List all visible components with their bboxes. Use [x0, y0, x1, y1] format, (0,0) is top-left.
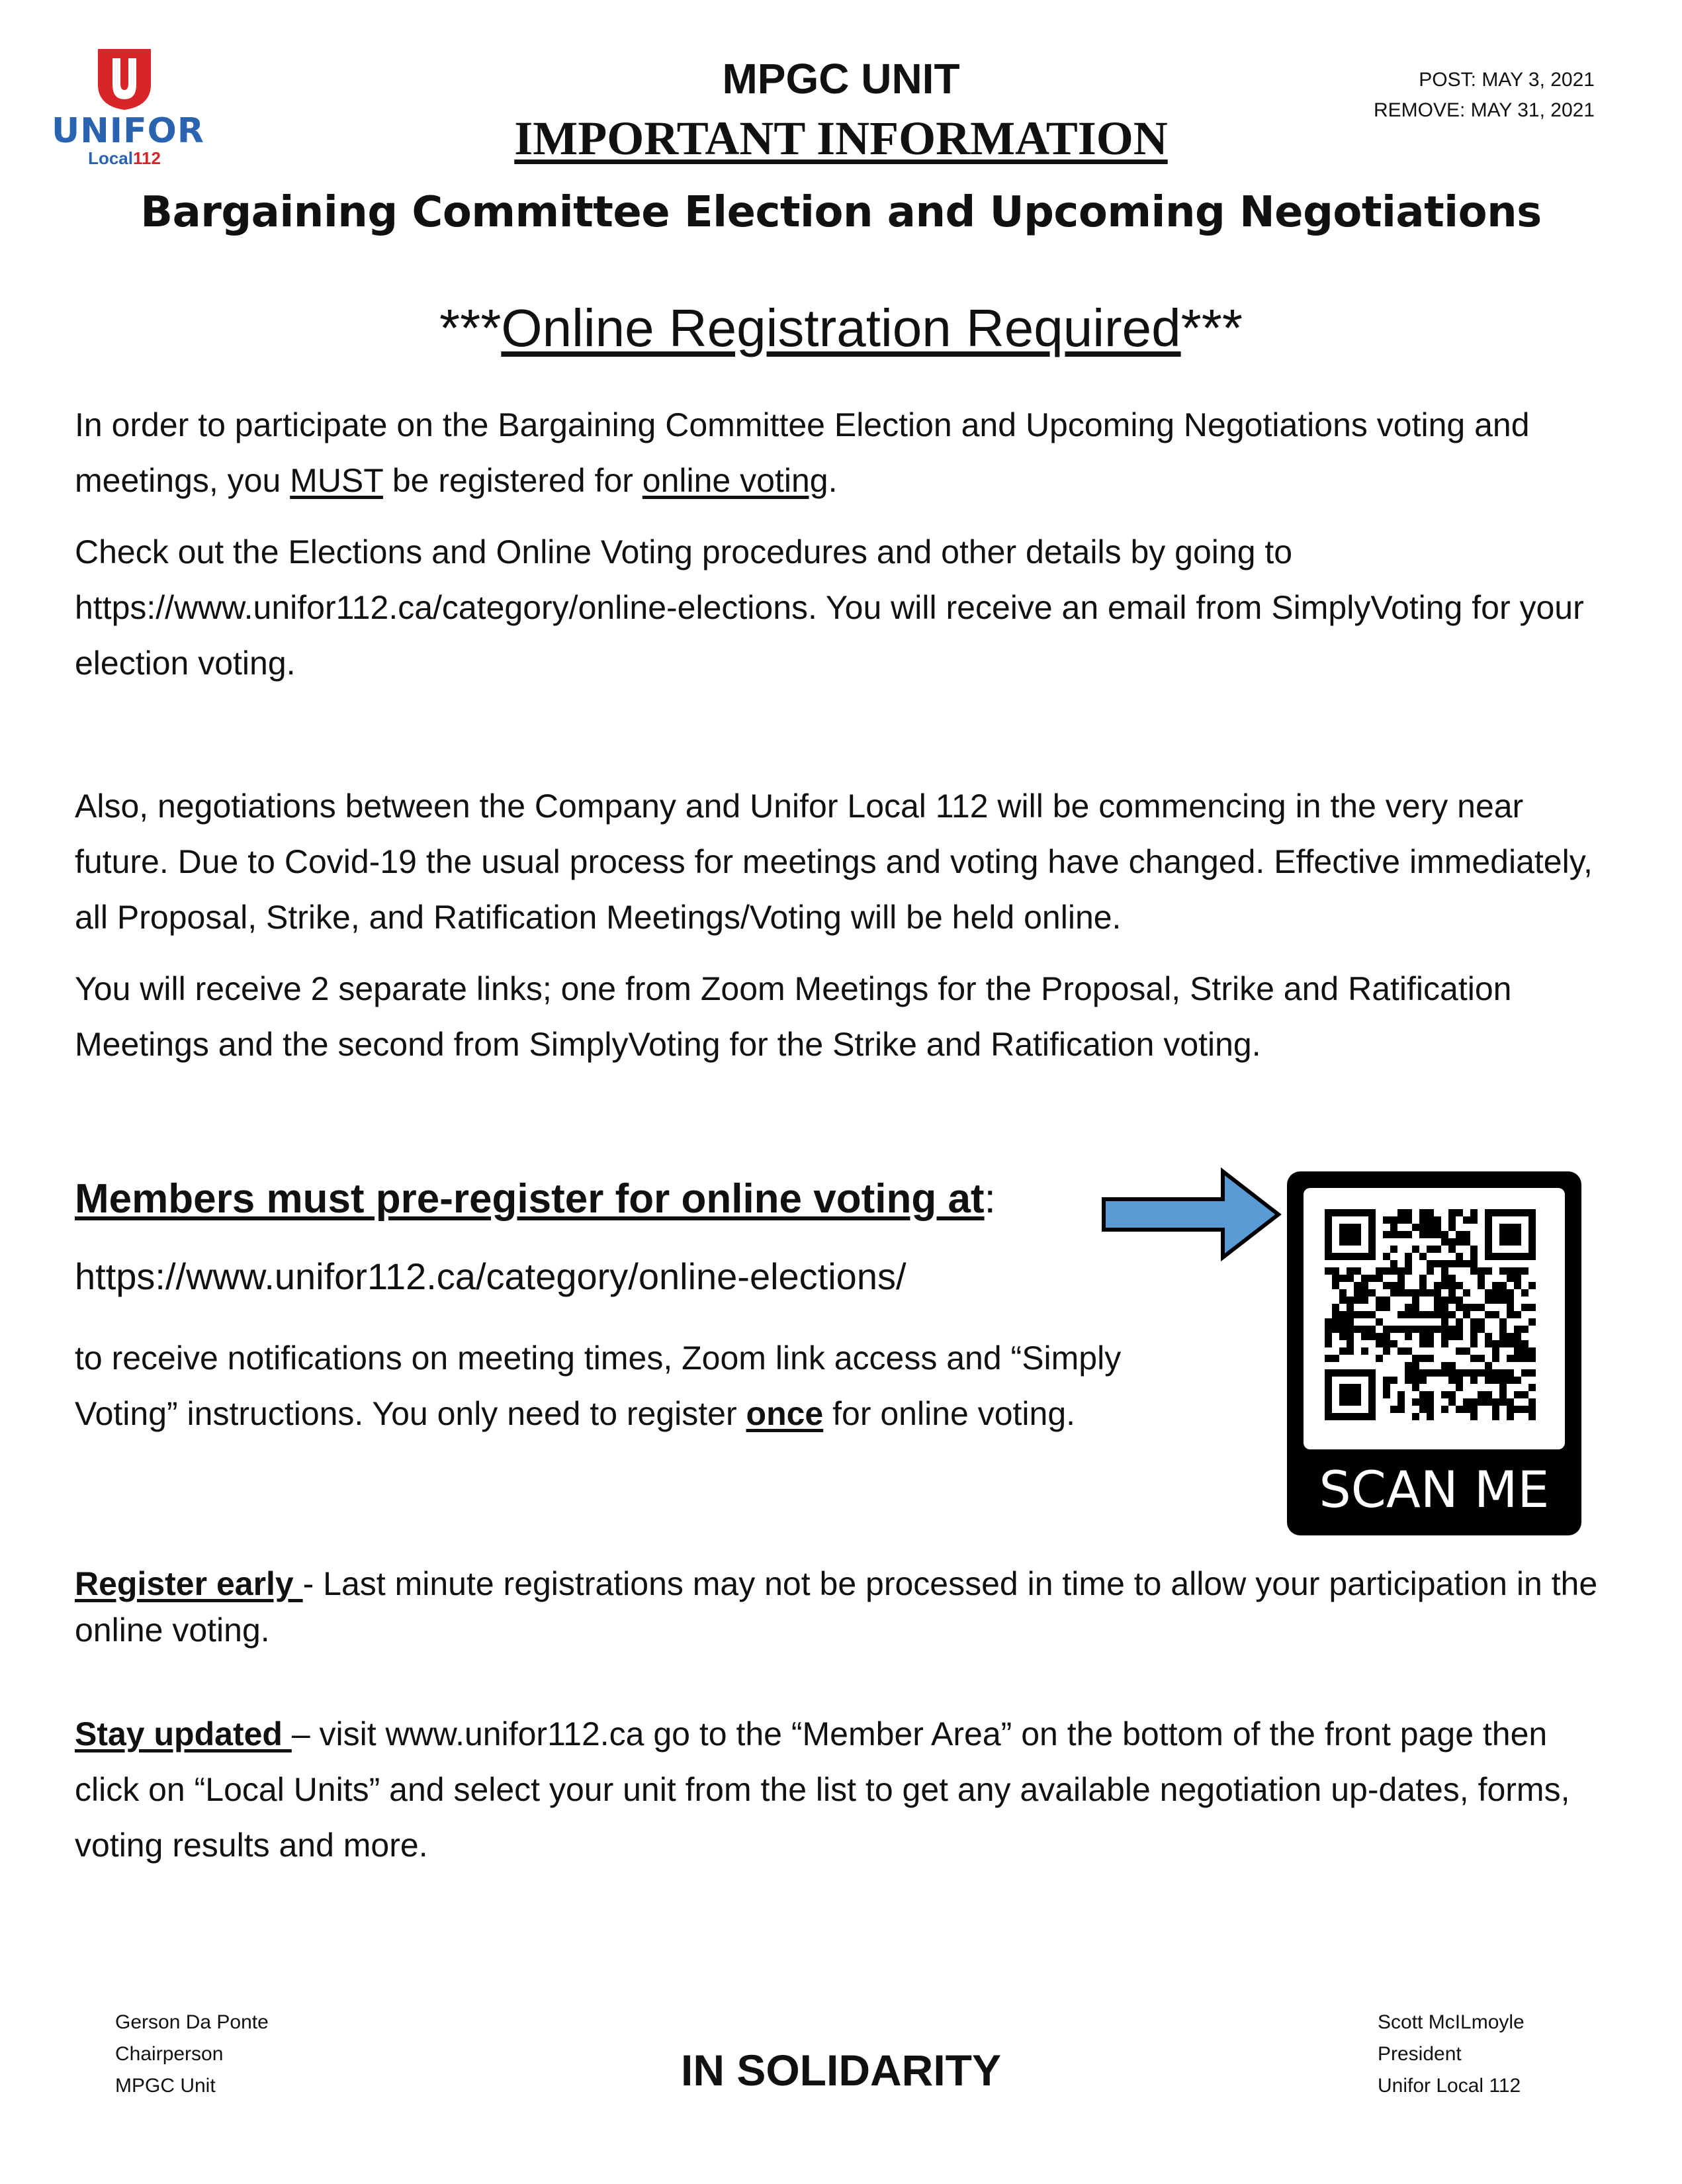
members-heading-text: Members must pre-register for online voting at [75, 1176, 985, 1222]
stay-updated-text: – visit www.unifor112.ca go to the “Member Area” on the bottom of the front page then click on “Local Units” and select your unit from the list to get any available negotiation up-dates, forms, voting results and more. [75, 1715, 1570, 1864]
p5-text-a: to receive notifications on meeting times, Zoom link access and “Simply Voting” instructions. You only need to register [75, 1340, 1122, 1432]
signature-name: Gerson Da Ponte [115, 2011, 269, 2033]
members-register-heading [75, 1175, 996, 1222]
scan-me-label: SCAN ME [1319, 1460, 1550, 1519]
signature-president [1378, 2007, 1525, 2102]
qr-pattern-icon [1304, 1188, 1565, 1449]
paragraph-links: You will receive 2 separate links; one from Zoom Meetings for the Proposal, Strike and Ratification Meetings and the second from SimplyVoting for the Strike and Ratification voting. [75, 970, 1512, 1063]
stars-right: *** [1180, 298, 1243, 357]
paragraph-participation [75, 397, 1610, 508]
signature-title: Chairperson [115, 2043, 224, 2065]
stay-updated-label: Stay updated [75, 1715, 292, 1752]
signature-org: MPGC Unit [115, 2075, 216, 2097]
qr-code[interactable] [1287, 1171, 1581, 1535]
paragraph-register-early [75, 1561, 1610, 1653]
p1-text-c: . [828, 462, 838, 499]
signature-name: Scott McILmoyle [1378, 2011, 1525, 2033]
signature-title: President [1378, 2043, 1462, 2065]
once-emphasis: once [746, 1395, 824, 1432]
must-emphasis: MUST [290, 462, 383, 499]
headline: Bargaining Committee Election and Upcoming Negotiations [140, 188, 1542, 237]
paragraph-notifications [75, 1330, 1200, 1441]
logo-local-text: Local [88, 148, 133, 168]
qr-code-matrix [1304, 1188, 1565, 1449]
post-date: POST: MAY 3, 2021 [1419, 69, 1595, 91]
p1-text-b: be registered for [382, 462, 642, 499]
p5-text-b: for online voting. [823, 1395, 1076, 1432]
online-voting-emphasis: online voting [642, 462, 828, 499]
register-early-text: - Last minute registrations may not be processed in time to allow your participation in the online voting. [75, 1565, 1598, 1649]
paragraph-stay-updated [75, 1706, 1610, 1873]
closing-in-solidarity: IN SOLIDARITY [680, 2046, 1001, 2095]
logo-local-number: 112 [132, 148, 161, 168]
members-heading-colon: : [984, 1176, 996, 1222]
arrow-right-icon [1098, 1165, 1297, 1264]
signature-org: Unifor Local 112 [1378, 2075, 1521, 2097]
paragraph-negotiations: Also, negotiations between the Company and Unifor Local 112 will be commencing in the very near future. Due to Covid-19 the usual process for meetings and voting have changed. Effective immediately, all Proposal, Strike, and Ratification Meetings/Voting will be held online. [75, 788, 1593, 936]
registration-url[interactable]: https://www.unifor112.ca/category/online-elections/ [75, 1255, 907, 1297]
p1-text-a: In order to participate on the Bargaining Committee Election and Upcoming Negotiations voting and meetings, you [75, 406, 1530, 499]
register-early-label: Register early [75, 1565, 303, 1602]
unit-title: MPGC UNIT [722, 55, 960, 103]
registration-title: Online Registration Required [501, 298, 1181, 357]
logo-wordmark: UNIFOR [52, 111, 204, 151]
important-information-heading: IMPORTANT INFORMATION [514, 112, 1168, 165]
registration-required-heading [0, 298, 1682, 359]
remove-date: REMOVE: MAY 31, 2021 [1373, 99, 1595, 121]
paragraph-procedures: Check out the Elections and Online Voting procedures and other details by going to https://www.unifor112.ca/category/online-elections. You will receive an email from SimplyVoting for your election voting. [75, 533, 1584, 682]
stars-left: *** [439, 298, 502, 357]
